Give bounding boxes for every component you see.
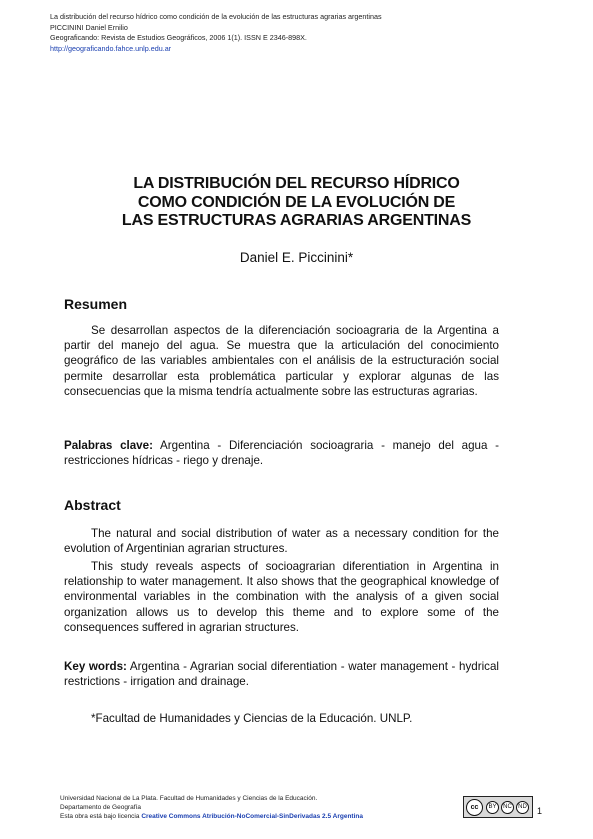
page-number: 1	[537, 806, 543, 816]
resumen-text: Se desarrollan aspectos de la diferenciación socioagraria de la Argentina a partir del manejo del agua. Se muestra que la articulación del conocimiento geográfico de las variables ambientales con el análisis de la estructuración social permite desarrollar esta problemática particular y explorar algunas de las consecuencias que la misma tendría actualmente sobre las estructuras agrarias.	[64, 324, 499, 398]
article-title	[60, 175, 533, 231]
header-journal: Geograficando: Revista de Estudios Geográficos, 2006 1(1). ISSN E 2346-898X.	[50, 33, 307, 42]
resumen-heading: Resumen	[64, 296, 128, 312]
footer-license-prefix: Esta obra está bajo licencia	[60, 813, 142, 820]
nd-icon: ND	[516, 801, 529, 814]
footer-university: Universidad Nacional de La Plata. Facultad de Humanidades y Ciencias de la Educación.	[60, 795, 318, 802]
resumen-keywords-label: Palabras clave:	[64, 439, 153, 452]
header-article-title: La distribución del recurso hídrico como condición de la evolución de las estructuras agrarias argentinas	[50, 12, 382, 21]
footer-department: Departamento de Geografía	[60, 804, 141, 811]
abstract-para-2: This study reveals aspects of socioagrarian diferentiation in Argentina in relationship to water management. It also shows that the geographical knowledge of environmental variables in the combination with the analysis of a given social organization allows us to develop this theme and to explore some of the consequences suffered in agrarian structures.	[64, 560, 499, 634]
title-line-3: LAS ESTRUCTURAS AGRARIAS ARGENTINAS	[121, 212, 472, 229]
title-line-2: COMO CONDICIÓN DE LA EVOLUCIÓN DE	[137, 193, 456, 211]
abstract-keywords-label: Key words:	[64, 660, 127, 673]
title-line-1: LA DISTRIBUCIÓN DEL RECURSO HÍDRICO	[133, 175, 460, 192]
page-footer	[60, 794, 460, 821]
abstract-keywords-text: Argentina - Agrarian social diferentiation - water management - hydrical restrictions - irrigation and drainage.	[64, 660, 499, 689]
footer-license-line	[60, 812, 460, 821]
affiliation-footnote: *Facultad de Humanidades y Ciencias de la Educación. UNLP.	[91, 712, 413, 725]
nc-icon: NC	[501, 801, 514, 814]
abstract-heading: Abstract	[64, 497, 121, 513]
license-link[interactable]: Creative Commons Atribución-NoComercial-SinDerivadas 2.5 Argentina	[141, 813, 363, 820]
abstract-keywords	[64, 659, 499, 689]
creative-commons-badge[interactable]	[463, 796, 533, 818]
running-header	[50, 12, 570, 54]
header-author: PICCININI Daniel Ernilio	[50, 22, 128, 32]
cc-license-icons	[486, 801, 529, 814]
resumen-keywords	[64, 438, 499, 468]
cc-icon: cc	[466, 799, 483, 816]
resumen-keywords-text: Argentina - Diferenciación socioagraria - manejo del agua - restricciones hídricas - riego y drenaje.	[64, 439, 500, 468]
by-icon: BY	[486, 801, 499, 814]
abstract-para-1: The natural and social distribution of water as a necessary condition for the evolution of Argentinian agrarian structures.	[64, 527, 499, 556]
header-link[interactable]: http://geograficando.fahce.unlp.edu.ar	[50, 43, 172, 53]
author-name: Daniel E. Piccinini*	[239, 250, 354, 265]
